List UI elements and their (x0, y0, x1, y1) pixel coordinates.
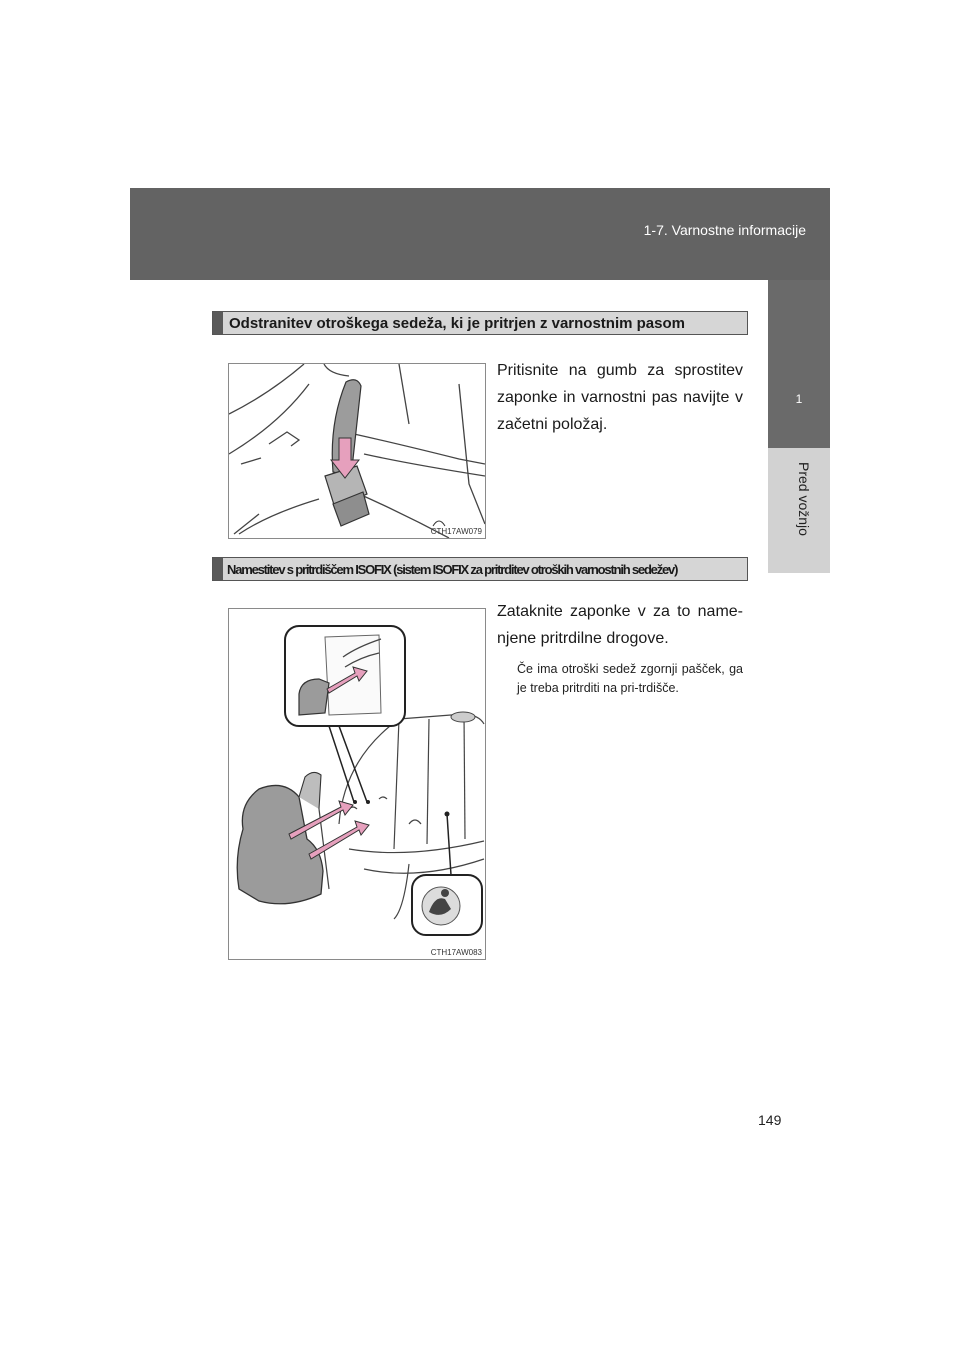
section-title: 1-7. Varnostne informacije (643, 222, 806, 238)
seatbelt-buckle-drawing (229, 364, 485, 538)
figure-code: CTH17AW083 (430, 948, 482, 957)
section-heading-isofix (212, 557, 748, 581)
isofix-instructions: Zataknite zaponke v za to name-njene pritrdilne drogove. (497, 603, 743, 647)
section-heading-text: Odstranitev otroškega sedeža, ki je pritrjen z varnostnim pasom (229, 314, 685, 332)
heading-marker (213, 312, 223, 334)
isofix-note: Če ima otroški sedež zgornji pašček, ga je treba pritrditi na pri-trdišče. (517, 662, 743, 695)
chapter-label: Pred vožnjo (796, 462, 812, 536)
header-band (130, 188, 830, 280)
isofix-installation-illustration (228, 608, 486, 960)
chapter-label-tab (768, 448, 830, 573)
seatbelt-release-illustration (228, 363, 486, 539)
heading-marker (213, 558, 223, 580)
chapter-tab (768, 280, 830, 448)
page-number: 149 (758, 1112, 782, 1128)
section-heading-text: Namestitev s pritrdiščem ISOFIX (sistem ISOFIX za pritrditev otroških varnostnih sedežev) (227, 561, 678, 577)
removal-instructions: Pritisnite na gumb za sprostitev zaponke in varnostni pas navijte v začetni položaj. (497, 362, 743, 433)
chapter-number: 1 (795, 392, 803, 406)
isofix-seat-drawing (229, 609, 485, 959)
section-heading-removal (212, 311, 748, 335)
figure-code: CTH17AW079 (430, 527, 482, 536)
